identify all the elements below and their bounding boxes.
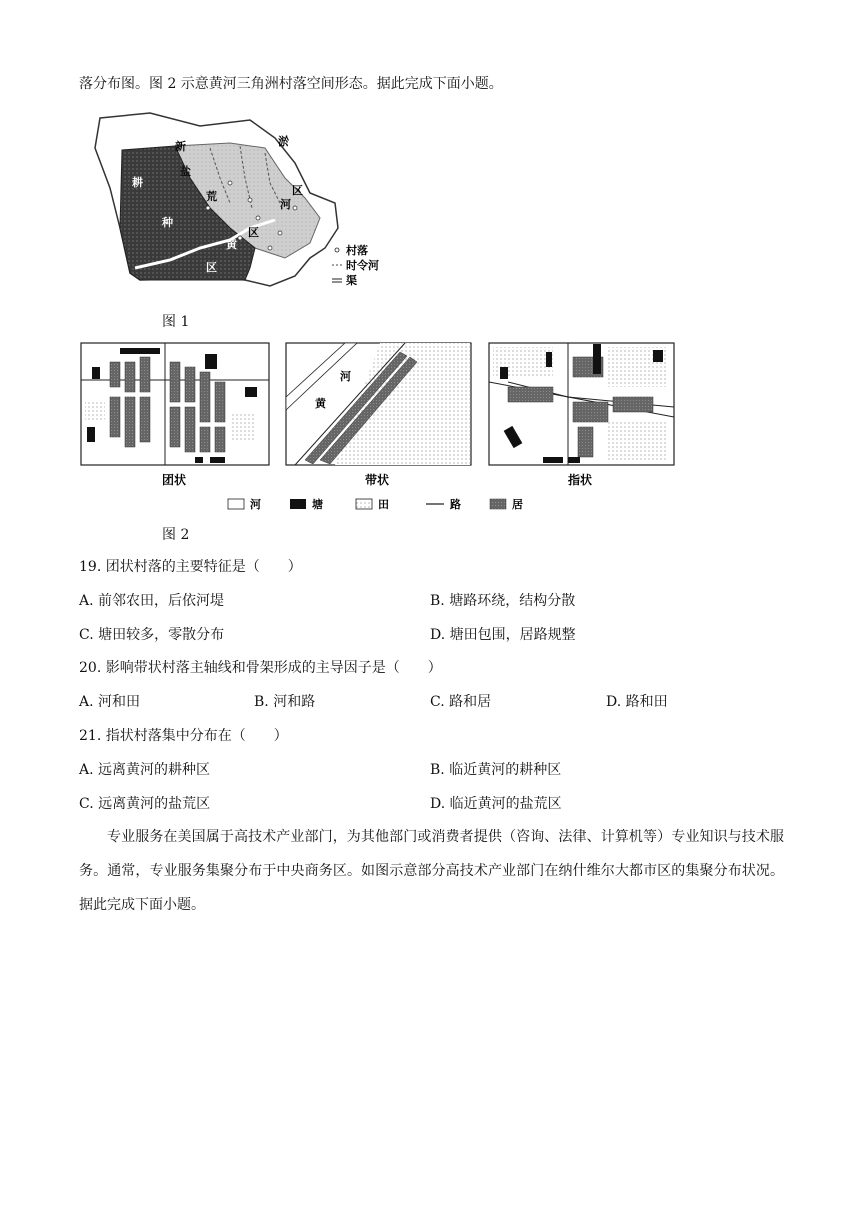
map-label-qu-1: 区 [292,184,303,197]
q19-option-d[interactable]: D. 塘田包围，居路规整 [430,627,576,643]
question-21-stem: 21. 指状村落集中分布在（ ） [79,728,288,744]
panel-belt [286,343,471,465]
map-label-he: 河 [280,198,291,211]
map-label-yu: 淤 [278,135,289,148]
legend-residence-icon [490,499,506,509]
map-label-geng: 耕 [132,176,143,189]
intro-line: 落分布图。图 2 示意黄河三角洲村落空间形态。据此完成下面小题。 [79,76,503,92]
map-label-yan: 盐 [180,165,191,178]
map-label-huang: 黄 [226,238,237,251]
legend-canal-icon [332,279,342,282]
legend-village-icon [335,248,339,252]
panel-title-belt: 带状 [365,473,390,487]
q21-option-c[interactable]: C. 远离黄河的盐荒区 [79,796,211,812]
question-19-stem: 19. 团状村落的主要特征是（ ） [79,559,302,575]
map-label-qu-3: 区 [206,261,217,274]
legend-river: 河 [250,498,261,511]
map-label-qu-2: 区 [248,226,259,239]
belt-river-label-huang: 黄 [315,397,326,410]
q20-option-d[interactable]: D. 路和田 [606,694,668,710]
legend-pond-icon [290,499,306,509]
legend-seasonal-river: 时令河 [346,259,379,272]
q19-option-a[interactable]: A. 前邻农田，后依河堤 [79,593,225,609]
figure-1-map [80,108,420,293]
q21-option-b[interactable]: B. 临近黄河的耕种区 [430,762,562,778]
figure-2-caption: 图 2 [162,527,190,543]
legend-pond: 塘 [312,498,323,511]
q20-option-c[interactable]: C. 路和居 [430,694,492,710]
legend-road: 路 [450,498,461,511]
q19-option-c[interactable]: C. 塘田较多，零散分布 [79,627,225,643]
map-label-xin: 新 [175,140,186,153]
figure-1-caption: 图 1 [162,314,190,330]
map-label-zhong: 种 [162,216,173,229]
belt-river-label-he: 河 [340,370,351,383]
q21-option-a[interactable]: A. 远离黄河的耕种区 [79,762,211,778]
question-20-stem: 20. 影响带状村落主轴线和骨架形成的主导因子是（ ） [79,660,442,676]
passage-paragraph: 专业服务在美国属于高技术产业部门，为其他部门或消费者提供（咨询、法律、计算机等）专业知识与技术服务。通常，专业服务集聚分布于中央商务区。如图示意部分高技术产业部门在纳什维尔大都市区的集聚分布状况。据此完成下面小题。 [79,829,784,913]
legend-field-icon [356,499,372,509]
q21-option-d[interactable]: D. 临近黄河的盐荒区 [430,796,562,812]
q19-option-b[interactable]: B. 塘路环绕，结构分散 [430,593,576,609]
figure-2-panels [80,342,680,517]
panel-finger [489,343,674,465]
q20-option-b[interactable]: B. 河和路 [254,694,316,710]
legend-river-icon [228,499,244,509]
legend-canal: 渠 [346,274,357,287]
legend-field: 田 [378,498,389,511]
q20-option-a[interactable]: A. 河和田 [79,694,141,710]
panel-title-clustered: 团状 [162,473,187,487]
panel-clustered [81,343,269,465]
legend-village: 村落 [346,244,368,257]
map-label-huang-waste: 荒 [206,190,217,203]
panel-title-finger: 指状 [568,473,593,487]
legend-residence: 居 [512,498,523,511]
